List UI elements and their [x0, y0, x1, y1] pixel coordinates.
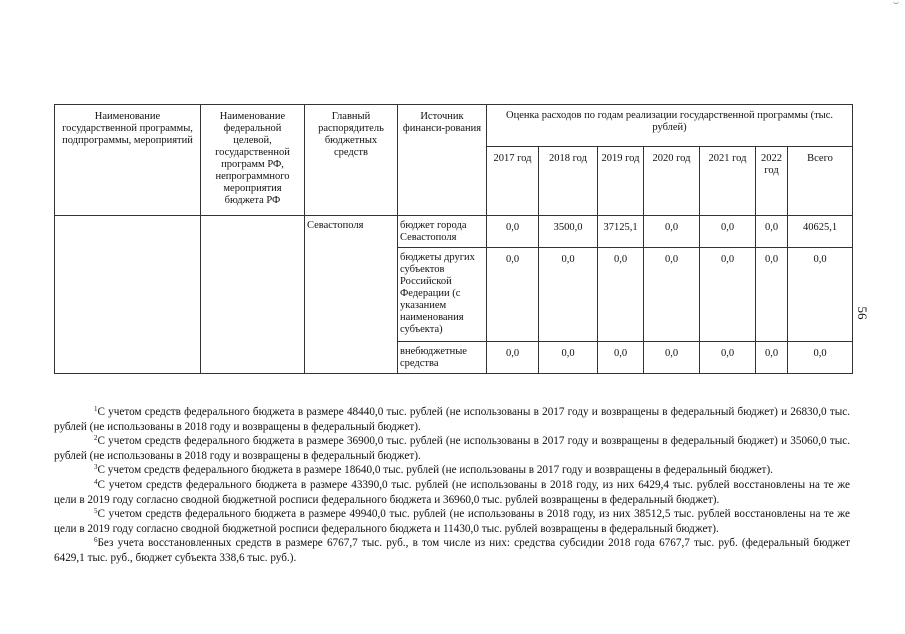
- value-cell: 0,0: [700, 342, 756, 374]
- value-cell: 0,0: [487, 342, 539, 374]
- program-cell: [55, 216, 201, 374]
- footnote-mark: 6: [94, 536, 98, 545]
- header-admin: Главный распорядитель бюджетных средств: [305, 105, 398, 216]
- value-cell: 0,0: [644, 342, 700, 374]
- value-cell: 0,0: [700, 216, 756, 248]
- header-total: Всего: [788, 147, 853, 216]
- value-cell: 0,0: [756, 342, 788, 374]
- header-federal-target: Наименование федеральной целевой, государственной программ РФ, непрограммного мероприятия бюджета РФ: [201, 105, 305, 216]
- value-cell: 0,0: [598, 342, 644, 374]
- value-cell: 0,0: [539, 342, 598, 374]
- value-cell: 0,0: [644, 216, 700, 248]
- header-year-2020: 2020 год: [644, 147, 700, 216]
- footnote-text: С учетом средств федерального бюджета в размере 43390,0 тыс. рублей (не использованы в 2018 году, из них 6429,4 тыс. рублей восстановлены на те же цели в 2019 году согласно сводной бюджетной росписи федерального бюджета и 36960,0 тыс. рублей возвращены в федеральный бюджет).: [54, 478, 850, 506]
- total-cell: 0,0: [788, 248, 853, 342]
- footnotes: [54, 405, 850, 566]
- budget-table: [54, 104, 853, 374]
- value-cell: 0,0: [487, 216, 539, 248]
- header-year-2018: 2018 год: [539, 147, 598, 216]
- header-row: [55, 105, 853, 147]
- footnote: [54, 478, 850, 507]
- footnote-mark: 3: [94, 463, 98, 472]
- value-cell: 0,0: [756, 216, 788, 248]
- source-cell: бюджет города Севастополя: [398, 216, 487, 248]
- admin-cell: Севастополя: [305, 216, 398, 374]
- footnote-text: С учетом средств федерального бюджета в размере 49940,0 тыс. рублей (не использованы в 2018 году, из них 38512,5 тыс. рублей восстановлены на те же цели в 2019 году согласно сводной бюджетной росписи федерального бюджета и 11430,0 тыс. рублей возвращены в федеральный бюджет).: [54, 508, 850, 535]
- footnote: [54, 405, 850, 434]
- value-cell: 0,0: [598, 248, 644, 342]
- total-cell: 0,0: [788, 342, 853, 374]
- source-cell: бюджеты других субъектов Российской Федерации (с указанием наименования субъекта): [398, 248, 487, 342]
- header-program: Наименование государственной программы, подпрограммы, мероприятий: [55, 105, 201, 216]
- value-cell: 0,0: [487, 248, 539, 342]
- footnote-mark: 2: [94, 434, 98, 443]
- footnote: [54, 536, 850, 565]
- header-year-2017: 2017 год: [487, 147, 539, 216]
- header-year-2021: 2021 год: [700, 147, 756, 216]
- footnote-mark: 4: [94, 477, 98, 486]
- footnote-text: Без учета восстановленных средств в размере 6767,7 тыс. руб., в том числе из них: средства субсидии 2018 года 6767,7 тыс. руб. (федеральный бюджет 6429,1 тыс. руб., бюджет субъекта 338,6 тыс. руб.).: [54, 537, 850, 564]
- footnote: [54, 507, 850, 536]
- footnote-mark: 5: [94, 507, 98, 516]
- header-year-2019: 2019 год: [598, 147, 644, 216]
- value-cell: 0,0: [756, 248, 788, 342]
- footnote-text: С учетом средств федерального бюджета в размере 18640,0 тыс. рублей (не использованы в 2017 году и возвращены в федеральный бюджет).: [97, 464, 773, 477]
- footnote-text: С учетом средств федерального бюджета в размере 48440,0 тыс. рублей (не использованы в 2017 году и возвращены в федеральный бюджет) и 26830,0 тыс. рублей (не использованы в 2018 году и возвращены в федеральный бюджет).: [54, 406, 850, 433]
- value-cell: 0,0: [539, 248, 598, 342]
- header-estimate: Оценка расходов по годам реализации государственной программы (тыс. рублей): [487, 105, 853, 147]
- table-row: [55, 216, 853, 248]
- footnote-mark: 1: [94, 405, 98, 413]
- page-number: 56: [855, 306, 870, 320]
- value-cell: 3500,0: [539, 216, 598, 248]
- value-cell: 0,0: [700, 248, 756, 342]
- total-cell: 40625,1: [788, 216, 853, 248]
- value-cell: 0,0: [644, 248, 700, 342]
- footnote: [54, 434, 850, 463]
- header-year-2022: 2022 год: [756, 147, 788, 216]
- federal-target-cell: [201, 216, 305, 374]
- footnote-text: С учетом средств федерального бюджета в размере 36900,0 тыс. рублей (не использованы в 2017 году и возвращены в федеральный бюджет) и 35060,0 тыс. рублей (не использованы в 2018 году и возвращены в федеральный бюджет).: [54, 435, 850, 462]
- footnote: [54, 463, 850, 478]
- header-source: Источник финанси-рования: [398, 105, 487, 216]
- value-cell: 37125,1: [598, 216, 644, 248]
- source-cell: внебюджетные средства: [398, 342, 487, 374]
- scan-artifact: [893, 0, 899, 4]
